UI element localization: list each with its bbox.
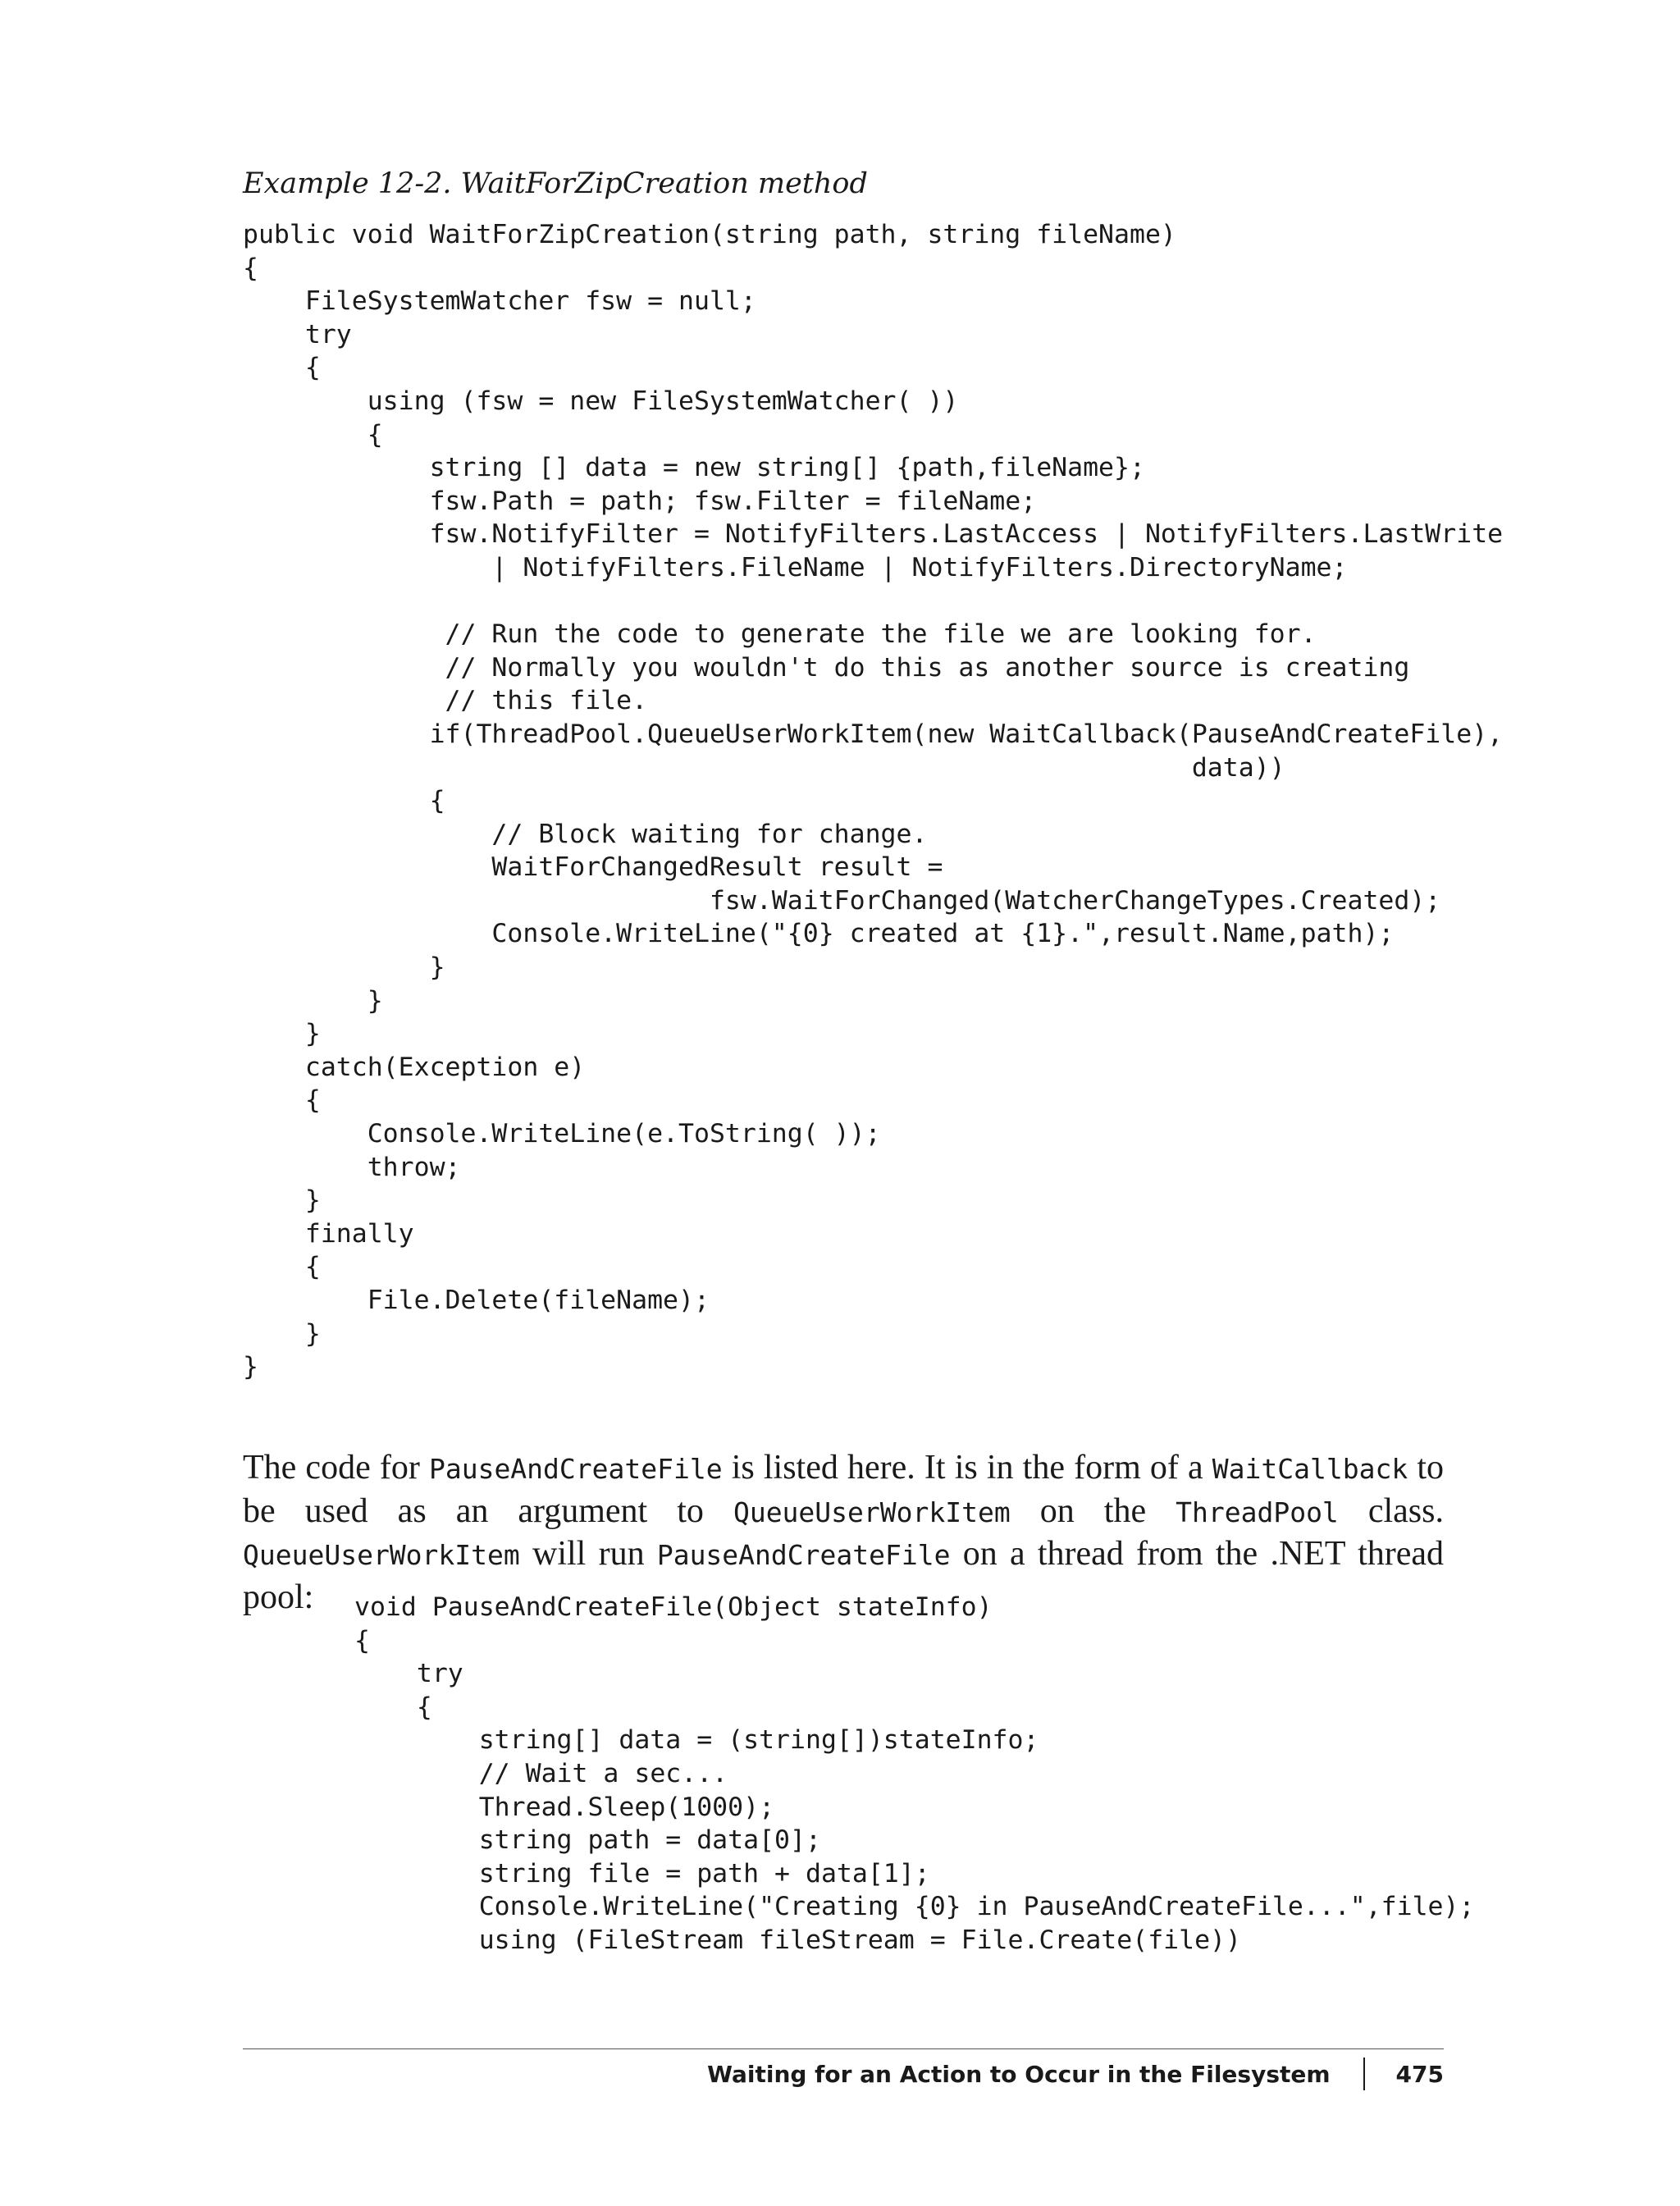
body-text: is listed here. It is in the form of a [722,1449,1212,1487]
inline-code: PauseAndCreateFile [428,1453,723,1485]
footer-divider [243,2048,1444,2049]
inline-code: QueueUserWorkItem [733,1496,1011,1528]
body-text: on the [1010,1491,1176,1530]
inline-code: ThreadPool [1176,1496,1339,1528]
page-footer [707,2054,1444,2094]
body-text: to be used as an argument to [243,1449,1445,1530]
footer-separator [1363,2058,1365,2090]
body-text: on a thread from the .NET thread pool: [243,1535,1445,1616]
code-listing-wait-for-zip-creation: public void WaitForZipCreation(string path, string fileName) { FileSystemWatcher fsw = null; try { using (fsw = new FileSystemWatcher( )) { string [] data = new string[] {path,fileName}; fsw.Path = path; fsw.Filter = fileName; fsw.NotifyFilter = NotifyFilters.LastAccess | NotifyFilters.LastWrite | NotifyFilters.FileName | NotifyFilters.DirectoryName; // Run the code to generate the file we are looking for. // Normally you wouldn't do this as another source is creating // this file. if(ThreadPool.QueueUserWorkItem(new WaitCallback(PauseAndCreateFile), data)) { // Block waiting for change. WaitForChangedResult result = fsw.WaitForChanged(WatcherChangeTypes.Created); Console.WriteLine("{0} created at {1}.",result.Name,path); } } } catch(Exception e) { Console.WriteLine(e.ToString( )); throw; } finally { File.Delete(fileName); } } [243,220,1504,1382]
running-section-title: Waiting for an Action to Occur in the Filesystem [707,2060,1331,2088]
example-caption: Example 12-2. WaitForZipCreation method [243,167,868,200]
inline-code: PauseAndCreateFile [656,1539,951,1571]
page-number: 475 [1395,2060,1444,2088]
inline-code: WaitCallback [1212,1453,1408,1485]
inline-code: QueueUserWorkItem [243,1539,520,1571]
body-text: The code for [243,1449,429,1487]
code-listing-pause-and-create-file: void PauseAndCreateFile(Object stateInfo) { try { string[] data = (string[])stateInfo; // Wait a sec... Thread.Sleep(1000); string path = data[0]; string file = path + data[1]; Console.WriteLine("Creating {0} in PauseAndCreateFile...",file); using (FileStream fileStream = File.Create(file)) [354,1592,1475,1955]
body-text: class. [1338,1491,1444,1530]
body-text: will run [519,1535,657,1573]
